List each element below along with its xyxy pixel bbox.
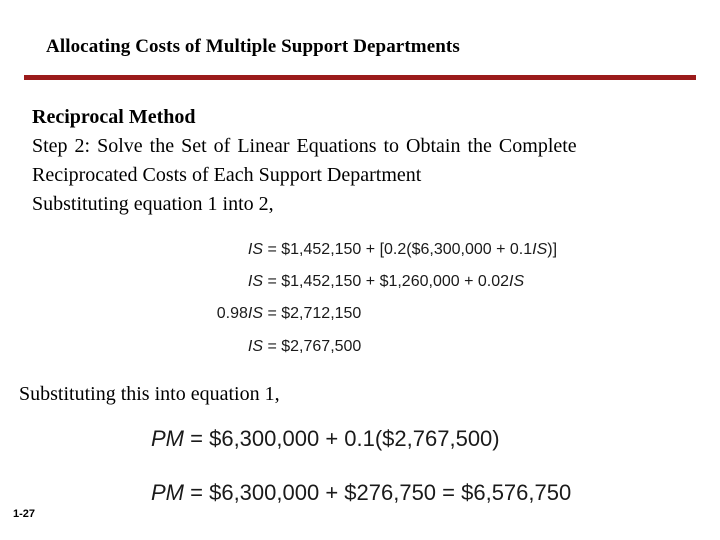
equals-sign: =	[190, 480, 210, 505]
lhs-variable: PM	[151, 480, 184, 505]
substitution-text-2: Substituting this into equation 1,	[19, 383, 280, 405]
rhs-variable: IS	[532, 241, 548, 258]
is-equation-row	[203, 273, 524, 291]
rhs-expression: $1,452,150 + [0.2($6,300,000 + 0.1	[281, 241, 533, 258]
rhs-tail: )]	[547, 241, 558, 258]
rhs-expression: $1,452,150 + $1,260,000 + 0.02	[281, 273, 510, 290]
lhs-variable: IS	[247, 338, 263, 355]
equals-sign: =	[267, 241, 282, 258]
step-line-1	[32, 132, 683, 161]
lhs-variable: IS	[247, 273, 263, 290]
is-equation-row	[203, 241, 557, 259]
body-text	[32, 103, 692, 219]
pm-equation-row	[151, 426, 500, 452]
is-equation-row	[203, 305, 361, 323]
rhs-expression: $2,767,500	[281, 338, 362, 355]
step-line-2: Reciprocated Costs of Each Support Department	[32, 164, 422, 186]
slide-title: Allocating Costs of Multiple Support Departments	[46, 36, 460, 57]
method-heading: Reciprocal Method	[32, 106, 196, 128]
equals-sign: =	[267, 305, 282, 322]
lhs-variable: IS	[247, 241, 263, 258]
lhs-variable: IS	[247, 305, 263, 322]
lhs-variable: PM	[151, 426, 184, 451]
step-line-1-text: Step 2: Solve the Set of Linear Equations to Obtain the Complete	[32, 135, 577, 157]
substitution-text-1: Substituting equation 1 into 2,	[32, 193, 274, 215]
rhs-expression: $2,712,150	[281, 305, 362, 322]
rhs-expression: $6,300,000 + 0.1($2,767,500)	[209, 426, 500, 451]
equals-sign: =	[267, 273, 282, 290]
lhs-coefficient: 0.98	[216, 305, 248, 322]
rhs-variable: IS	[509, 273, 525, 290]
pm-equation-row	[151, 480, 571, 506]
title-divider	[24, 75, 696, 80]
equals-sign: =	[267, 338, 282, 355]
page-number: 1-27	[13, 508, 36, 520]
rhs-expression: $6,300,000 + $276,750 = $6,576,750	[209, 480, 572, 505]
equals-sign: =	[190, 426, 210, 451]
is-equation-row	[203, 338, 361, 356]
